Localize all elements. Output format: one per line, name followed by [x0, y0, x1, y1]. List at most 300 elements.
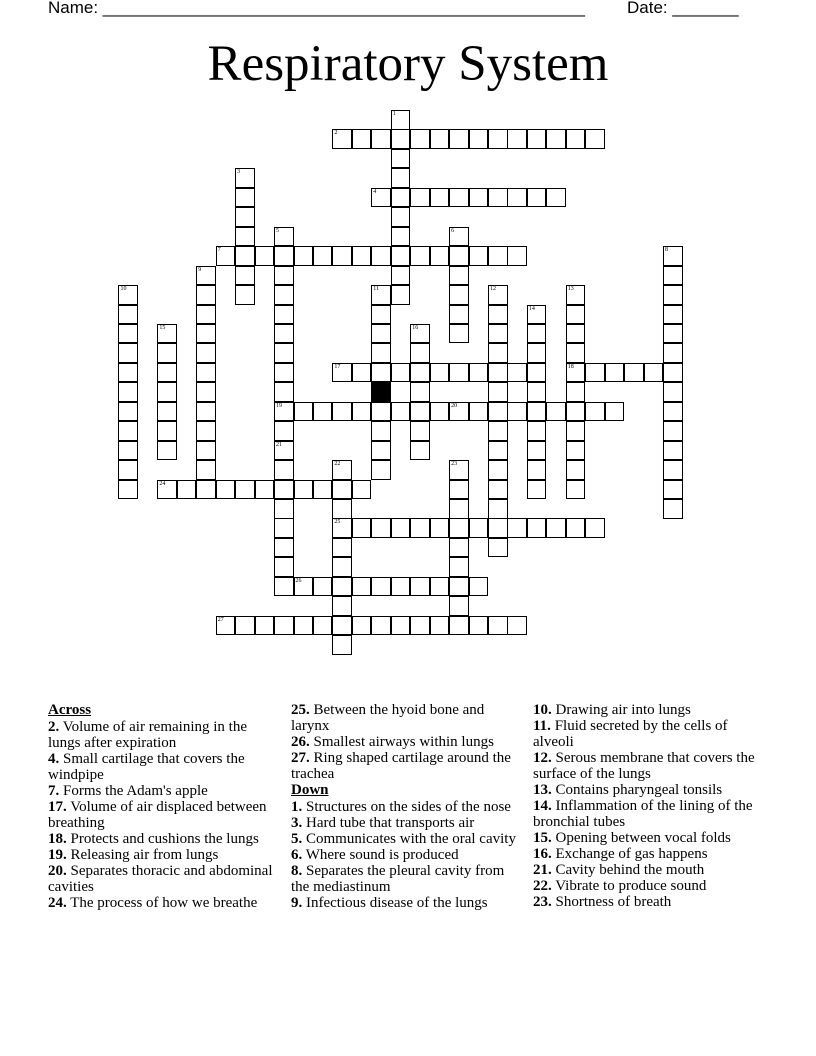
crossword-cell[interactable]	[430, 577, 450, 597]
crossword-cell[interactable]	[391, 402, 411, 422]
crossword-cell[interactable]	[177, 480, 197, 500]
crossword-cell[interactable]	[371, 402, 391, 422]
crossword-cell[interactable]	[371, 363, 391, 383]
crossword-cell[interactable]	[566, 382, 586, 402]
crossword-cell[interactable]	[313, 246, 333, 266]
crossword-cell[interactable]	[255, 616, 275, 636]
clues-column-3	[533, 702, 763, 910]
crossword-cell[interactable]	[410, 577, 430, 597]
crossword-cell[interactable]	[488, 129, 508, 149]
crossword-cell[interactable]	[430, 616, 450, 636]
crossword-cell[interactable]	[663, 480, 683, 500]
crossword-cell[interactable]	[118, 285, 138, 305]
crossword-cell[interactable]	[449, 577, 469, 597]
crossword-cell[interactable]	[352, 518, 372, 538]
crossword-cell[interactable]	[332, 402, 352, 422]
crossword-cell[interactable]	[585, 129, 605, 149]
crossword-cell[interactable]	[352, 129, 372, 149]
crossword-cell[interactable]	[313, 480, 333, 500]
crossword-cell[interactable]	[371, 305, 391, 325]
crossword-cell[interactable]	[624, 363, 644, 383]
crossword-cell[interactable]	[410, 518, 430, 538]
crossword-cell[interactable]	[274, 480, 294, 500]
clue-across-item	[48, 751, 278, 783]
crossword-cell[interactable]	[118, 324, 138, 344]
crossword-cell[interactable]	[196, 441, 216, 461]
crossword-cell[interactable]	[313, 577, 333, 597]
crossword-cell[interactable]	[371, 518, 391, 538]
crossword-cell[interactable]	[430, 129, 450, 149]
crossword-cell[interactable]	[332, 538, 352, 558]
crossword-cell[interactable]	[566, 285, 586, 305]
crossword-cell[interactable]	[391, 518, 411, 538]
crossword-cell[interactable]	[585, 363, 605, 383]
cell-clue-number: 6	[451, 227, 455, 234]
crossword-cell[interactable]	[410, 363, 430, 383]
crossword-cell[interactable]	[449, 538, 469, 558]
clue-across-item	[48, 799, 278, 831]
crossword-cell[interactable]	[663, 421, 683, 441]
crossword-cell[interactable]	[410, 188, 430, 208]
crossword-cell[interactable]	[118, 305, 138, 325]
crossword-cell[interactable]	[371, 188, 391, 208]
crossword-cell[interactable]	[430, 246, 450, 266]
crossword-cell[interactable]	[585, 518, 605, 538]
crossword-cell[interactable]	[157, 402, 177, 422]
crossword-cell[interactable]	[391, 188, 411, 208]
crossword-cell[interactable]	[566, 129, 586, 149]
crossword-cell[interactable]	[235, 285, 255, 305]
crossword-cell[interactable]	[527, 480, 547, 500]
crossword-cell[interactable]	[332, 577, 352, 597]
crossword-cell[interactable]	[332, 460, 352, 480]
crossword-cell[interactable]	[449, 518, 469, 538]
crossword-cell[interactable]	[449, 460, 469, 480]
crossword-cell[interactable]	[196, 343, 216, 363]
clue-number: 7.	[48, 783, 60, 799]
crossword-cell[interactable]	[410, 402, 430, 422]
down-heading: Down	[291, 782, 329, 798]
crossword-cell[interactable]	[255, 246, 275, 266]
crossword-cell[interactable]	[449, 616, 469, 636]
crossword-cell[interactable]	[274, 227, 294, 247]
crossword-cell[interactable]	[332, 518, 352, 538]
crossword-cell[interactable]	[449, 227, 469, 247]
crossword-cell[interactable]	[507, 188, 527, 208]
crossword-cell[interactable]	[410, 441, 430, 461]
clue-across-item	[291, 750, 521, 782]
crossword-cell[interactable]	[663, 363, 683, 383]
crossword-cell[interactable]	[332, 129, 352, 149]
crossword-cell[interactable]	[566, 480, 586, 500]
clue-number: 10.	[533, 702, 552, 718]
cell-clue-number: 18	[567, 363, 574, 370]
crossword-cell[interactable]	[488, 518, 508, 538]
crossword-cell[interactable]	[332, 480, 352, 500]
crossword-cell[interactable]	[371, 285, 391, 305]
crossword-cell[interactable]	[196, 324, 216, 344]
crossword-cell[interactable]	[663, 402, 683, 422]
crossword-cell[interactable]	[332, 246, 352, 266]
crossword-cell[interactable]	[352, 246, 372, 266]
crossword-cell[interactable]	[507, 518, 527, 538]
crossword-cell[interactable]	[371, 577, 391, 597]
crossword-cell[interactable]	[663, 324, 683, 344]
clue-text: Cavity behind the mouth	[555, 862, 705, 878]
crossword-cell[interactable]	[507, 402, 527, 422]
crossword-cell[interactable]	[196, 402, 216, 422]
crossword-cell[interactable]	[352, 402, 372, 422]
crossword-cell[interactable]	[566, 324, 586, 344]
crossword-cell[interactable]	[294, 577, 314, 597]
crossword-cell[interactable]	[430, 518, 450, 538]
crossword-cell[interactable]	[294, 480, 314, 500]
clue-number: 21.	[533, 862, 552, 878]
crossword-cell[interactable]	[274, 518, 294, 538]
crossword-cell[interactable]	[118, 460, 138, 480]
crossword-cell[interactable]	[391, 363, 411, 383]
crossword-cell[interactable]	[196, 460, 216, 480]
crossword-cell[interactable]	[566, 343, 586, 363]
crossword-cell[interactable]	[118, 402, 138, 422]
crossword-cell[interactable]	[469, 188, 489, 208]
crossword-cell[interactable]	[274, 577, 294, 597]
crossword-cell[interactable]	[585, 402, 605, 422]
cell-clue-number: 4	[373, 188, 377, 195]
crossword-cell[interactable]	[371, 324, 391, 344]
crossword-cell[interactable]	[605, 402, 625, 422]
crossword-cell[interactable]	[527, 188, 547, 208]
crossword-cell[interactable]	[391, 246, 411, 266]
crossword-cell[interactable]	[235, 246, 255, 266]
cell-clue-number: 2	[334, 130, 338, 137]
crossword-cell[interactable]	[157, 480, 177, 500]
crossword-cell[interactable]	[332, 616, 352, 636]
crossword-cell[interactable]	[507, 616, 527, 636]
crossword-cell[interactable]	[235, 207, 255, 227]
cell-clue-number: 3	[237, 169, 241, 176]
crossword-cell[interactable]	[391, 266, 411, 286]
crossword-cell[interactable]	[235, 616, 255, 636]
crossword-cell[interactable]	[274, 363, 294, 383]
crossword-cell[interactable]	[352, 363, 372, 383]
clue-down-item	[533, 862, 763, 878]
crossword-cell[interactable]	[488, 460, 508, 480]
crossword-cell[interactable]	[449, 499, 469, 519]
crossword-cell[interactable]	[391, 616, 411, 636]
crossword-cell[interactable]	[546, 402, 566, 422]
crossword-cell[interactable]	[566, 441, 586, 461]
crossword-cell[interactable]	[527, 402, 547, 422]
crossword-cell[interactable]	[410, 246, 430, 266]
crossword-cell[interactable]	[157, 343, 177, 363]
crossword-cell[interactable]	[488, 616, 508, 636]
crossword-cell[interactable]	[469, 577, 489, 597]
clue-down-item	[533, 702, 763, 718]
crossword-cell[interactable]	[527, 382, 547, 402]
crossword-cell[interactable]	[527, 324, 547, 344]
crossword-cell[interactable]	[118, 441, 138, 461]
crossword-cell[interactable]	[527, 363, 547, 383]
crossword-cell[interactable]	[391, 168, 411, 188]
crossword-cell[interactable]	[527, 305, 547, 325]
crossword-cell[interactable]	[449, 596, 469, 616]
crossword-cell[interactable]	[566, 363, 586, 383]
crossword-cell[interactable]	[527, 518, 547, 538]
crossword-cell[interactable]	[391, 207, 411, 227]
crossword-cell[interactable]	[274, 285, 294, 305]
crossword-cell[interactable]	[488, 363, 508, 383]
crossword-cell[interactable]	[196, 480, 216, 500]
crossword-cell[interactable]	[118, 421, 138, 441]
clues-column-1	[48, 702, 278, 911]
crossword-cell[interactable]	[410, 343, 430, 363]
crossword-cell[interactable]	[663, 460, 683, 480]
crossword-cell[interactable]	[274, 246, 294, 266]
crossword-cell[interactable]	[157, 324, 177, 344]
crossword-cell[interactable]	[488, 188, 508, 208]
crossword-cell[interactable]	[644, 363, 664, 383]
crossword-cell[interactable]	[118, 382, 138, 402]
crossword-cell[interactable]	[546, 188, 566, 208]
crossword-cell[interactable]	[157, 363, 177, 383]
crossword-cell[interactable]	[332, 499, 352, 519]
crossword-cell[interactable]	[566, 460, 586, 480]
crossword-cell[interactable]	[449, 129, 469, 149]
crossword-cell[interactable]	[274, 402, 294, 422]
clue-down-item	[533, 894, 763, 910]
crossword-cell[interactable]	[527, 441, 547, 461]
cell-clue-number: 9	[198, 266, 202, 273]
crossword-cell[interactable]	[663, 305, 683, 325]
crossword-cell[interactable]	[488, 382, 508, 402]
crossword-cell[interactable]	[546, 518, 566, 538]
cell-clue-number: 12	[490, 286, 496, 293]
crossword-cell[interactable]	[449, 246, 469, 266]
crossword-cell[interactable]	[313, 402, 333, 422]
crossword-cell[interactable]	[488, 285, 508, 305]
crossword-cell[interactable]	[118, 363, 138, 383]
crossword-cell[interactable]	[488, 421, 508, 441]
clue-number: 18.	[48, 831, 67, 847]
crossword-cell[interactable]	[371, 460, 391, 480]
crossword-cell[interactable]	[391, 285, 411, 305]
crossword-cell[interactable]	[605, 363, 625, 383]
clue-text: Volume of air displaced between breathing	[48, 799, 267, 831]
crossword-cell[interactable]	[196, 266, 216, 286]
crossword-cell[interactable]	[488, 305, 508, 325]
crossword-cell[interactable]	[274, 460, 294, 480]
crossword-cell[interactable]	[663, 266, 683, 286]
crossword-cell[interactable]	[469, 616, 489, 636]
clue-number: 13.	[533, 782, 552, 798]
crossword-cell[interactable]	[274, 266, 294, 286]
crossword-cell[interactable]	[507, 246, 527, 266]
crossword-cell[interactable]	[410, 324, 430, 344]
crossword-cell[interactable]	[469, 402, 489, 422]
crossword-cell[interactable]	[157, 441, 177, 461]
crossword-cell[interactable]	[391, 110, 411, 130]
crossword-cell[interactable]	[196, 421, 216, 441]
crossword-cell[interactable]	[449, 402, 469, 422]
crossword-cell[interactable]	[274, 324, 294, 344]
crossword-cell[interactable]	[391, 149, 411, 169]
crossword-cell[interactable]	[566, 305, 586, 325]
crossword-cell[interactable]	[255, 480, 275, 500]
crossword-cell[interactable]	[332, 596, 352, 616]
crossword-cell[interactable]	[352, 480, 372, 500]
crossword-cell[interactable]	[488, 402, 508, 422]
crossword-cell[interactable]	[469, 363, 489, 383]
crossword-cell[interactable]	[274, 557, 294, 577]
crossword-cell[interactable]	[332, 557, 352, 577]
crossword-cell[interactable]	[507, 129, 527, 149]
crossword-cell[interactable]	[488, 324, 508, 344]
crossword-cell[interactable]	[488, 246, 508, 266]
crossword-cell[interactable]	[196, 305, 216, 325]
crossword-cell[interactable]	[663, 285, 683, 305]
crossword-cell[interactable]	[391, 577, 411, 597]
clue-number: 16.	[533, 846, 552, 862]
crossword-cell[interactable]	[274, 441, 294, 461]
crossword-cell[interactable]	[274, 343, 294, 363]
cell-clue-number: 22	[334, 461, 341, 468]
crossword-cell[interactable]	[527, 343, 547, 363]
crossword-cell[interactable]	[294, 246, 314, 266]
crossword-cell[interactable]	[294, 402, 314, 422]
crossword-cell[interactable]	[663, 382, 683, 402]
crossword-cell[interactable]	[371, 246, 391, 266]
crossword-cell[interactable]	[449, 324, 469, 344]
date-field-label[interactable]: Date: _______	[627, 0, 739, 17]
name-field-label[interactable]: Name: ___________________________________________________	[48, 0, 585, 17]
crossword-cell[interactable]	[469, 129, 489, 149]
crossword-cell[interactable]	[118, 480, 138, 500]
crossword-cell[interactable]	[488, 499, 508, 519]
crossword-cell[interactable]	[410, 616, 430, 636]
clue-down-item	[291, 831, 521, 847]
cell-clue-number: 26	[295, 577, 302, 584]
crossword-cell[interactable]	[449, 266, 469, 286]
clue-number: 6.	[291, 847, 303, 863]
crossword-cell[interactable]	[216, 246, 236, 266]
crossword-cell[interactable]	[449, 188, 469, 208]
crossword-cell[interactable]	[410, 421, 430, 441]
crossword-cell[interactable]	[449, 305, 469, 325]
crossword-cell[interactable]	[118, 343, 138, 363]
crossword-cell[interactable]	[196, 382, 216, 402]
crossword-cell[interactable]	[235, 188, 255, 208]
crossword-cell[interactable]	[663, 246, 683, 266]
crossword-cell[interactable]	[371, 616, 391, 636]
crossword-cell[interactable]	[313, 616, 333, 636]
crossword-cell[interactable]	[527, 421, 547, 441]
crossword-cell[interactable]	[274, 382, 294, 402]
crossword-cell[interactable]	[216, 616, 236, 636]
clue-number: 9.	[291, 895, 303, 911]
crossword-cell[interactable]	[157, 421, 177, 441]
crossword-cell[interactable]	[391, 129, 411, 149]
clue-down-item	[533, 878, 763, 894]
crossword-cell[interactable]	[488, 538, 508, 558]
crossword-cell[interactable]	[235, 480, 255, 500]
crossword-cell[interactable]	[216, 480, 236, 500]
crossword-cell[interactable]	[274, 305, 294, 325]
crossword-cell[interactable]	[371, 421, 391, 441]
crossword-cell[interactable]	[410, 129, 430, 149]
clue-text: Serous membrane that covers the surface of the lungs	[533, 750, 755, 782]
clue-number: 5.	[291, 831, 303, 847]
crossword-cell[interactable]	[274, 499, 294, 519]
cell-clue-number: 20	[451, 402, 458, 409]
cell-clue-number: 15	[159, 324, 166, 331]
crossword-cell[interactable]	[663, 441, 683, 461]
crossword-cell[interactable]	[527, 460, 547, 480]
crossword-cell[interactable]	[566, 421, 586, 441]
crossword-cell[interactable]	[157, 382, 177, 402]
crossword-cell[interactable]	[488, 441, 508, 461]
crossword-cell[interactable]	[566, 518, 586, 538]
crossword-cell[interactable]	[546, 129, 566, 149]
clue-down-item	[533, 782, 763, 798]
crossword-cell[interactable]	[449, 363, 469, 383]
crossword-cell[interactable]	[196, 285, 216, 305]
crossword-cell[interactable]	[235, 227, 255, 247]
crossword-cell[interactable]	[371, 441, 391, 461]
clue-down-item	[533, 846, 763, 862]
crossword-cell[interactable]	[196, 363, 216, 383]
crossword-cell[interactable]	[352, 577, 372, 597]
crossword-cell[interactable]	[430, 363, 450, 383]
crossword-cell[interactable]	[274, 421, 294, 441]
crossword-cell[interactable]	[371, 343, 391, 363]
crossword-cell[interactable]	[332, 635, 352, 655]
crossword-cell[interactable]	[469, 518, 489, 538]
crossword-cell[interactable]	[274, 538, 294, 558]
crossword-cell[interactable]	[663, 499, 683, 519]
crossword-cell[interactable]	[469, 246, 489, 266]
crossword-cell[interactable]	[449, 480, 469, 500]
crossword-cell[interactable]	[274, 616, 294, 636]
crossword-cell[interactable]	[449, 285, 469, 305]
clue-number: 12.	[533, 750, 552, 766]
clue-text: Contains pharyngeal tonsils	[555, 782, 723, 798]
crossword-cell[interactable]	[371, 129, 391, 149]
cell-clue-number: 1	[392, 111, 396, 117]
crossword-cell[interactable]	[430, 188, 450, 208]
crossword-cell[interactable]	[332, 363, 352, 383]
clue-down-item	[291, 799, 521, 815]
crossword-cell[interactable]	[235, 266, 255, 286]
crossword-cell[interactable]	[488, 480, 508, 500]
crossword-cell[interactable]	[410, 382, 430, 402]
crossword-cell[interactable]	[449, 557, 469, 577]
crossword-cell[interactable]	[488, 343, 508, 363]
clue-across-item	[291, 734, 521, 750]
crossword-cell[interactable]	[663, 343, 683, 363]
crossword-cell[interactable]	[391, 227, 411, 247]
clue-text: Smallest airways within lungs	[313, 734, 494, 750]
crossword-cell[interactable]	[235, 168, 255, 188]
crossword-cell[interactable]	[294, 616, 314, 636]
cell-clue-number: 23	[451, 461, 458, 468]
crossword-cell[interactable]	[507, 363, 527, 383]
crossword-cell[interactable]	[566, 402, 586, 422]
clue-text: Separates thoracic and abdominal cavities	[48, 863, 273, 895]
crossword-cell[interactable]	[430, 402, 450, 422]
crossword-cell[interactable]	[527, 129, 547, 149]
crossword-cell[interactable]	[352, 616, 372, 636]
